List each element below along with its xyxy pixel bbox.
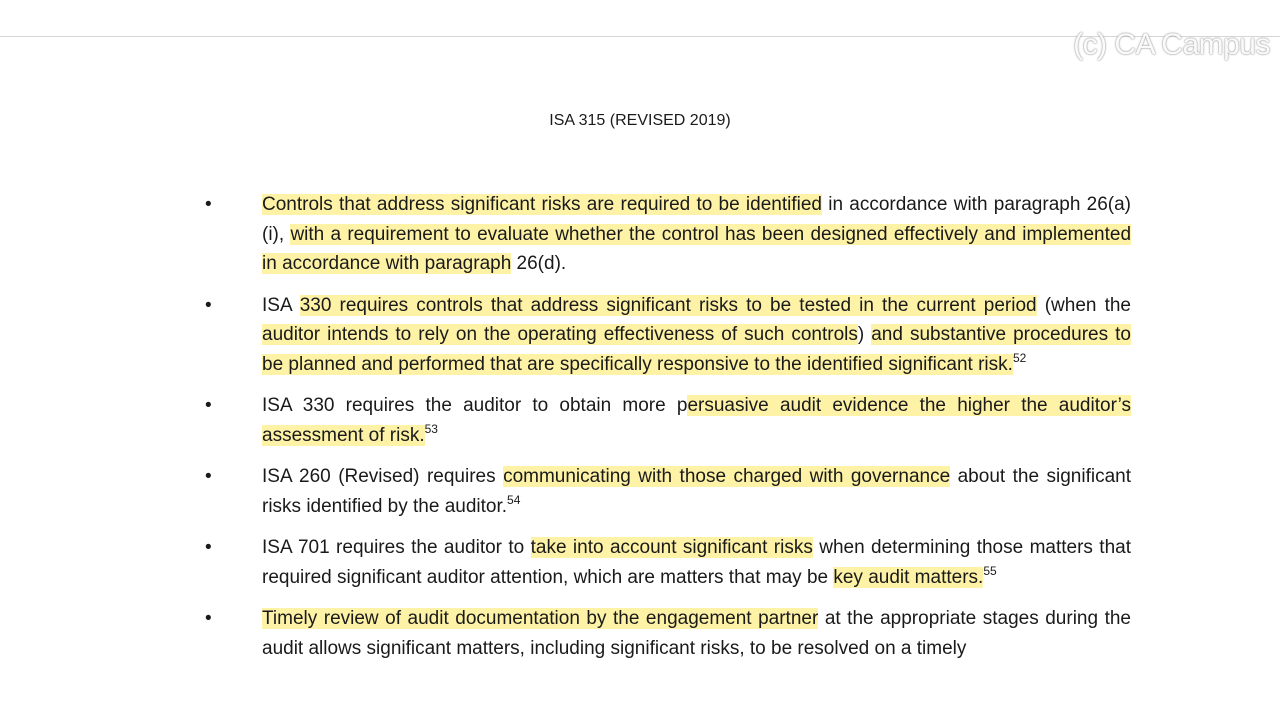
- bullet-dot-icon: •: [205, 466, 212, 487]
- highlighted-text: take into account significant risks: [530, 537, 813, 558]
- body-text: ISA 260 (Revised) requires: [262, 466, 504, 487]
- body-text: ISA: [262, 294, 300, 316]
- body-text: 26(d).: [511, 253, 567, 274]
- body-text: at the appropriate stages during the audit allows significant matters, including significant risks, to be resolved on a timely: [262, 608, 1131, 659]
- bullet-item-3: [205, 391, 1131, 450]
- bullet-dot-icon: •: [205, 395, 212, 416]
- body-text: ): [857, 324, 872, 345]
- body-text: ISA 330 requires the auditor to obtain more p: [262, 395, 688, 416]
- bullet-item-2: [205, 291, 1131, 380]
- bullet-item-6: [205, 604, 1131, 663]
- bullet-item-1: [205, 190, 1132, 279]
- footnote-ref[interactable]: 52: [1012, 350, 1027, 365]
- highlighted-text: Controls that address significant risks are required to be identified: [262, 194, 822, 215]
- highlighted-text: communicating with those charged with governance: [503, 466, 951, 487]
- highlighted-text: Timely review of audit documentation by the engagement partner: [262, 608, 819, 629]
- bullet-dot-icon: •: [205, 537, 212, 558]
- bullet-dot-icon: •: [205, 294, 212, 316]
- page-header-title: ISA 315 (REVISED 2019): [549, 112, 731, 129]
- body-text: when determining those matters that required significant auditor attention, which are matters that may be: [262, 537, 1132, 588]
- highlighted-text: auditor intends to rely on the operating effectiveness of such controls: [262, 324, 858, 345]
- highlighted-text: key audit matters.: [833, 566, 984, 588]
- bullet-dot-icon: •: [205, 608, 212, 629]
- highlighted-text: ersuasive audit evidence the higher the auditor’s assessment of risk.: [262, 395, 1131, 446]
- bullet-dot-icon: •: [205, 194, 212, 215]
- footnote-ref[interactable]: 53: [424, 421, 438, 436]
- bullet-item-4: [205, 462, 1131, 521]
- bullet-list: [205, 190, 1132, 675]
- highlighted-text: with a requirement to evaluate whether the control has been designed effectively and implemented in accordance with paragraph: [262, 223, 1132, 274]
- footnote-ref[interactable]: 55: [983, 563, 997, 578]
- body-text: (when the: [1036, 294, 1131, 316]
- highlighted-text: 330 requires controls that address significant risks to be tested in the current period: [299, 294, 1037, 316]
- highlighted-text: and substantive procedures to be planned and performed that are specifically responsive to the identified significant risk.: [262, 324, 1131, 375]
- bullet-item-5: [205, 533, 1132, 592]
- body-text: about the significant risks identified by the auditor.: [262, 466, 1131, 517]
- watermark: (c) CA Campus: [1073, 28, 1270, 61]
- footnote-ref[interactable]: 54: [507, 492, 521, 507]
- body-text: in accordance with paragraph 26(a)(i),: [262, 194, 1131, 245]
- body-text: ISA 701 requires the auditor to: [262, 537, 531, 558]
